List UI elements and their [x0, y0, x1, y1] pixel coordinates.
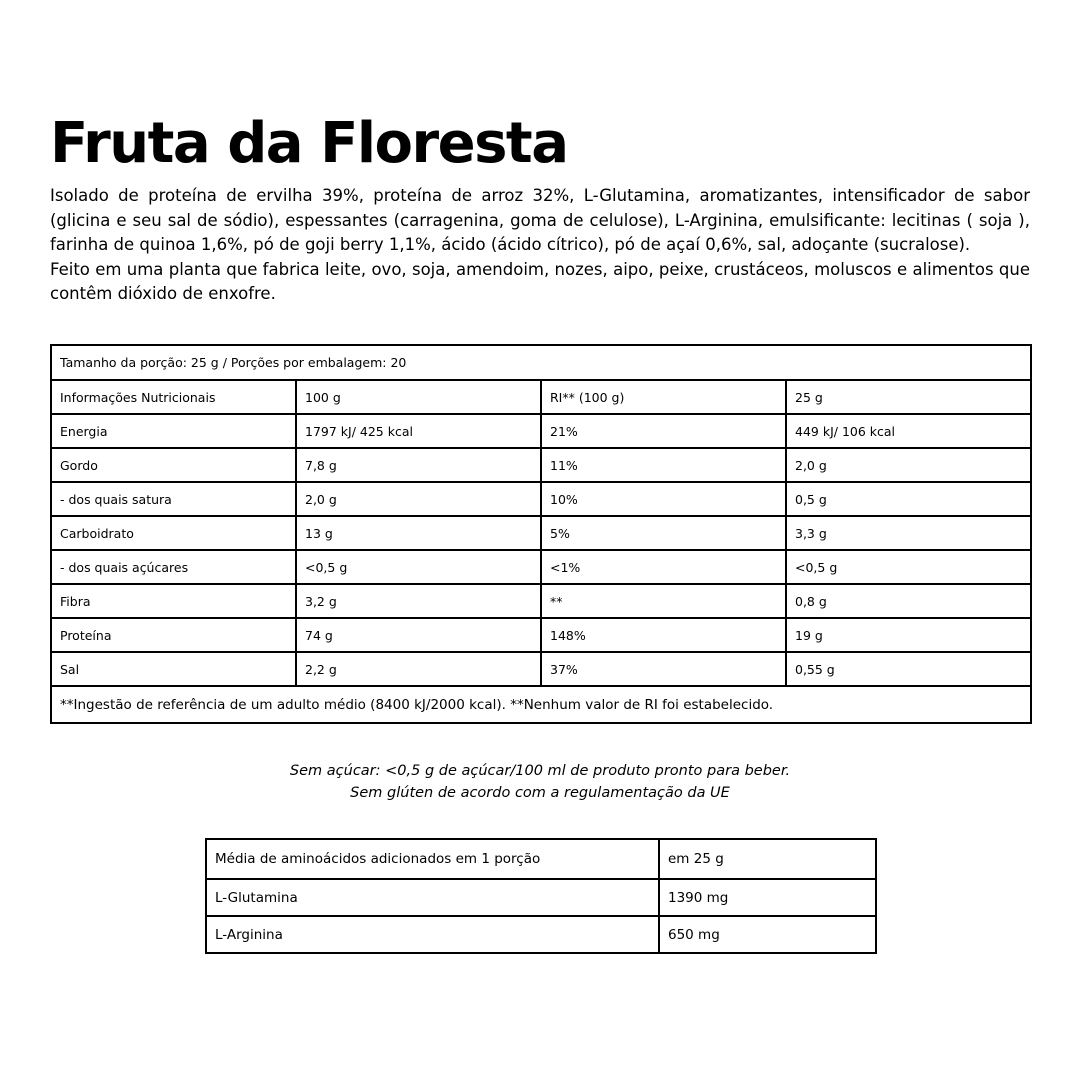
value-per-serving: 19 g	[786, 618, 1031, 652]
sugar-free-claim: Sem açúcar: <0,5 g de açúcar/100 ml de produto pronto para beber.	[289, 763, 791, 779]
header-cell: RI** (100 g)	[541, 380, 786, 414]
value-per-serving: 3,3 g	[786, 516, 1031, 550]
nutrient-name: - dos quais satura	[51, 482, 296, 516]
ingredients-list: Isolado de proteína de ervilha 39%, proteína de arroz 32%, L-Glutamina, aromatizantes, intensificador de sabor (glicina e seu sal de sódio), espessantes (carragenina, goma de celulose), L-Arginina, emulsificante: lecitinas ( soja ), farinha de quinoa 1,6%, pó de goji berry 1,1%, ácido (ácido cítrico), pó de açaí 0,6%, sal, adoçante (sucralose).	[50, 186, 1030, 254]
ri-percent: 10%	[541, 482, 786, 516]
table-row	[206, 879, 876, 916]
value-per-serving: 0,55 g	[786, 652, 1031, 686]
value-per-100g: 2,2 g	[296, 652, 541, 686]
nutrient-name: Gordo	[51, 448, 296, 482]
table-row	[51, 414, 1031, 448]
footnote-row	[51, 686, 1031, 723]
value-per-100g: 74 g	[296, 618, 541, 652]
claims-notes	[0, 760, 1080, 804]
ri-footnote: **Ingestão de referência de um adulto médio (8400 kJ/2000 kcal). **Nenhum valor de RI foi estabelecido.	[51, 686, 1031, 723]
nutrient-name: Sal	[51, 652, 296, 686]
value-per-100g: 13 g	[296, 516, 541, 550]
table-row	[51, 652, 1031, 686]
allergen-statement: Feito em uma planta que fabrica leite, ovo, soja, amendoim, nozes, aipo, peixe, crustáceos, moluscos e alimentos que contêm dióxido de enxofre.	[50, 259, 1030, 303]
table-row	[51, 516, 1031, 550]
table-row	[51, 584, 1031, 618]
value-per-100g: 2,0 g	[296, 482, 541, 516]
ri-percent: **	[541, 584, 786, 618]
value-per-100g: <0,5 g	[296, 550, 541, 584]
value-per-100g: 3,2 g	[296, 584, 541, 618]
ri-percent: 37%	[541, 652, 786, 686]
serving-size-row	[51, 345, 1031, 380]
serving-size-cell: Tamanho da porção: 25 g / Porções por embalagem: 20	[51, 345, 1031, 380]
amino-acid-table	[205, 838, 877, 954]
value-per-serving: <0,5 g	[786, 550, 1031, 584]
gluten-free-claim: Sem glúten de acordo com a regulamentação da UE	[350, 785, 730, 801]
amino-acid-name: L-Arginina	[206, 916, 659, 953]
amino-acid-name: L-Glutamina	[206, 879, 659, 916]
nutrition-header-row	[51, 380, 1031, 414]
header-cell: Média de aminoácidos adicionados em 1 porção	[206, 839, 659, 879]
value-per-100g: 7,8 g	[296, 448, 541, 482]
value-per-100g: 1797 kJ/ 425 kcal	[296, 414, 541, 448]
nutrition-table	[50, 344, 1032, 724]
nutrient-name: Carboidrato	[51, 516, 296, 550]
table-row	[51, 550, 1031, 584]
ri-percent: 21%	[541, 414, 786, 448]
ri-percent: 148%	[541, 618, 786, 652]
amino-header-row	[206, 839, 876, 879]
header-cell: 100 g	[296, 380, 541, 414]
ingredients-text	[50, 184, 1030, 307]
ri-percent: 5%	[541, 516, 786, 550]
nutrient-name: Proteína	[51, 618, 296, 652]
table-row	[51, 448, 1031, 482]
table-row	[51, 482, 1031, 516]
product-title: Fruta da Floresta	[50, 111, 568, 176]
value-per-serving: 0,8 g	[786, 584, 1031, 618]
header-cell: em 25 g	[659, 839, 876, 879]
nutrient-name: Fibra	[51, 584, 296, 618]
ri-percent: <1%	[541, 550, 786, 584]
table-row	[206, 916, 876, 953]
table-row	[51, 618, 1031, 652]
header-cell: Informações Nutricionais	[51, 380, 296, 414]
value-per-serving: 0,5 g	[786, 482, 1031, 516]
amino-acid-amount: 1390 mg	[659, 879, 876, 916]
nutrient-name: - dos quais açúcares	[51, 550, 296, 584]
value-per-serving: 2,0 g	[786, 448, 1031, 482]
header-cell: 25 g	[786, 380, 1031, 414]
nutrient-name: Energia	[51, 414, 296, 448]
amino-acid-amount: 650 mg	[659, 916, 876, 953]
value-per-serving: 449 kJ/ 106 kcal	[786, 414, 1031, 448]
ri-percent: 11%	[541, 448, 786, 482]
